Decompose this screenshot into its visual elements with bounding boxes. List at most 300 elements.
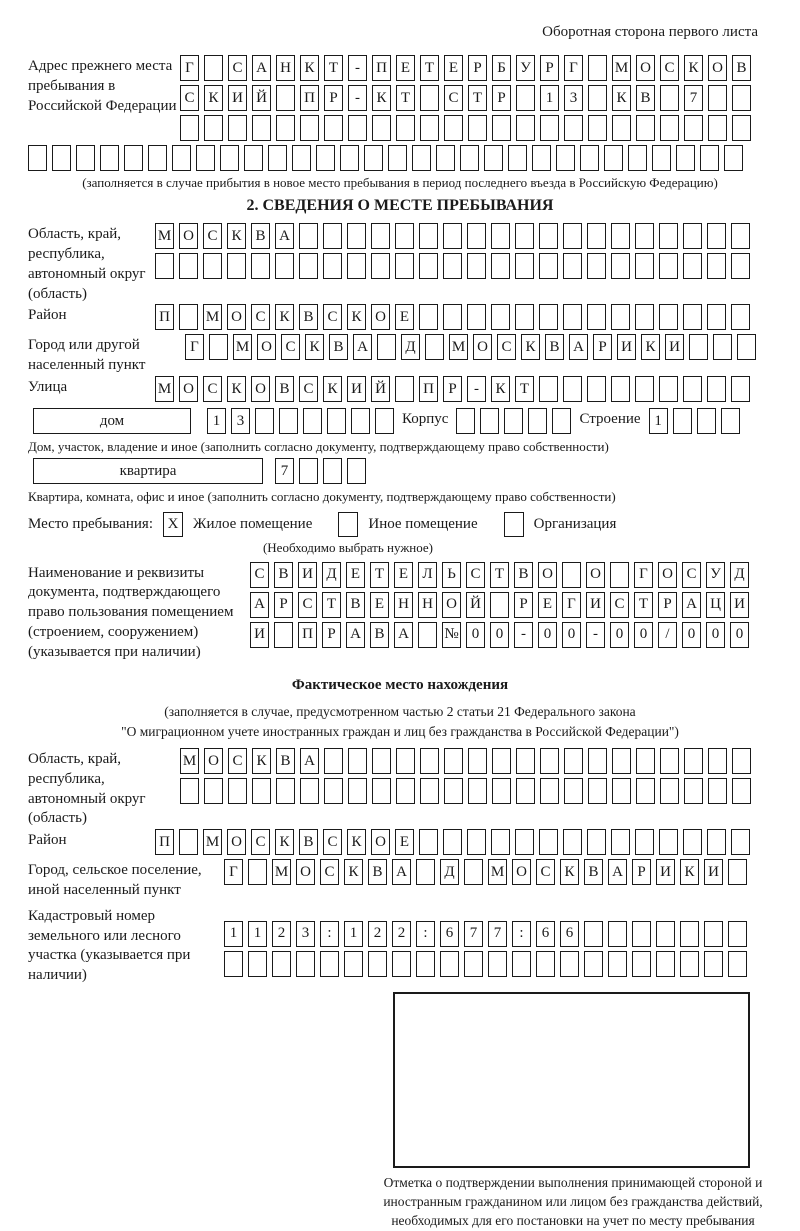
char-cell[interactable] <box>652 145 671 171</box>
char-cell[interactable] <box>467 304 486 330</box>
char-cell[interactable] <box>564 115 583 141</box>
char-cell[interactable] <box>395 223 414 249</box>
char-cell[interactable]: С <box>281 334 300 360</box>
char-cell[interactable] <box>76 145 95 171</box>
char-cell[interactable] <box>564 778 583 804</box>
char-cell[interactable] <box>540 778 559 804</box>
char-cell[interactable] <box>204 778 223 804</box>
char-cell[interactable] <box>224 951 243 977</box>
char-cell[interactable]: Б <box>492 55 511 81</box>
char-cell[interactable] <box>732 778 751 804</box>
char-cell[interactable] <box>372 778 391 804</box>
kvartira-type-box[interactable]: квартира <box>33 458 263 484</box>
char-cell[interactable]: О <box>636 55 655 81</box>
char-cell[interactable] <box>491 223 510 249</box>
char-cell[interactable]: Р <box>322 622 341 648</box>
char-cell[interactable] <box>660 748 679 774</box>
char-cell[interactable] <box>274 622 293 648</box>
char-cell[interactable]: А <box>353 334 372 360</box>
char-cell[interactable]: / <box>658 622 677 648</box>
char-cell[interactable] <box>611 376 630 402</box>
char-cell[interactable]: Р <box>492 85 511 111</box>
char-cell[interactable] <box>660 85 679 111</box>
char-cell[interactable]: Т <box>322 592 341 618</box>
char-cell[interactable] <box>196 145 215 171</box>
char-cell[interactable] <box>320 951 339 977</box>
char-cell[interactable]: Д <box>730 562 749 588</box>
char-cell[interactable]: Е <box>396 55 415 81</box>
char-cell[interactable]: Г <box>562 592 581 618</box>
char-cell[interactable] <box>731 304 750 330</box>
char-cell[interactable]: К <box>347 829 366 855</box>
char-cell[interactable]: Т <box>515 376 534 402</box>
char-cell[interactable] <box>300 778 319 804</box>
char-cell[interactable] <box>515 304 534 330</box>
char-cell[interactable] <box>419 829 438 855</box>
char-cell[interactable] <box>209 334 228 360</box>
char-cell[interactable] <box>272 951 291 977</box>
char-cell[interactable]: И <box>347 376 366 402</box>
char-cell[interactable]: У <box>706 562 725 588</box>
char-cell[interactable] <box>372 748 391 774</box>
char-cell[interactable]: Г <box>634 562 653 588</box>
char-cell[interactable] <box>587 253 606 279</box>
char-cell[interactable] <box>155 253 174 279</box>
char-cell[interactable]: И <box>730 592 749 618</box>
char-cell[interactable] <box>562 562 581 588</box>
char-cell[interactable] <box>395 376 414 402</box>
char-cell[interactable] <box>419 223 438 249</box>
char-cell[interactable]: 1 <box>248 921 267 947</box>
char-cell[interactable] <box>683 829 702 855</box>
char-cell[interactable]: К <box>275 304 294 330</box>
char-cell[interactable] <box>707 253 726 279</box>
char-cell[interactable]: А <box>394 622 413 648</box>
char-cell[interactable] <box>467 253 486 279</box>
char-cell[interactable]: Г <box>564 55 583 81</box>
char-cell[interactable] <box>708 85 727 111</box>
char-cell[interactable] <box>492 778 511 804</box>
char-cell[interactable]: Н <box>394 592 413 618</box>
char-cell[interactable] <box>683 304 702 330</box>
char-cell[interactable] <box>440 951 459 977</box>
char-cell[interactable] <box>516 85 535 111</box>
char-cell[interactable]: С <box>497 334 516 360</box>
char-cell[interactable] <box>539 253 558 279</box>
char-cell[interactable]: 0 <box>706 622 725 648</box>
char-cell[interactable] <box>368 951 387 977</box>
char-cell[interactable] <box>683 253 702 279</box>
char-cell[interactable] <box>539 376 558 402</box>
char-cell[interactable] <box>659 223 678 249</box>
char-cell[interactable] <box>443 223 462 249</box>
char-cell[interactable] <box>488 951 507 977</box>
char-cell[interactable]: В <box>732 55 751 81</box>
char-cell[interactable]: : <box>416 921 435 947</box>
char-cell[interactable] <box>563 304 582 330</box>
char-cell[interactable]: В <box>275 376 294 402</box>
char-cell[interactable]: К <box>521 334 540 360</box>
char-cell[interactable] <box>683 376 702 402</box>
char-cell[interactable] <box>228 115 247 141</box>
char-cell[interactable]: О <box>442 592 461 618</box>
char-cell[interactable] <box>420 115 439 141</box>
char-cell[interactable]: М <box>272 859 291 885</box>
char-cell[interactable]: Р <box>540 55 559 81</box>
char-cell[interactable] <box>732 748 751 774</box>
char-cell[interactable] <box>724 145 743 171</box>
char-cell[interactable] <box>515 829 534 855</box>
char-cell[interactable] <box>635 223 654 249</box>
char-cell[interactable] <box>632 951 651 977</box>
char-cell[interactable]: Т <box>324 55 343 81</box>
char-cell[interactable]: С <box>228 748 247 774</box>
char-cell[interactable] <box>683 223 702 249</box>
char-cell[interactable]: 6 <box>536 921 555 947</box>
char-cell[interactable]: А <box>300 748 319 774</box>
char-cell[interactable]: - <box>586 622 605 648</box>
char-cell[interactable]: О <box>179 376 198 402</box>
char-cell[interactable] <box>659 376 678 402</box>
char-cell[interactable] <box>316 145 335 171</box>
char-cell[interactable]: Р <box>443 376 462 402</box>
char-cell[interactable] <box>252 778 271 804</box>
char-cell[interactable] <box>180 115 199 141</box>
char-cell[interactable] <box>731 829 750 855</box>
char-cell[interactable] <box>436 145 455 171</box>
char-cell[interactable]: Т <box>420 55 439 81</box>
char-cell[interactable] <box>532 145 551 171</box>
char-cell[interactable] <box>659 304 678 330</box>
char-cell[interactable] <box>418 622 437 648</box>
char-cell[interactable] <box>564 748 583 774</box>
char-cell[interactable] <box>371 223 390 249</box>
char-cell[interactable] <box>172 145 191 171</box>
char-cell[interactable] <box>713 334 732 360</box>
char-cell[interactable]: В <box>299 829 318 855</box>
char-cell[interactable] <box>248 951 267 977</box>
char-cell[interactable] <box>728 859 747 885</box>
char-cell[interactable] <box>659 829 678 855</box>
char-cell[interactable]: Т <box>490 562 509 588</box>
char-cell[interactable]: С <box>320 859 339 885</box>
char-cell[interactable]: : <box>512 921 531 947</box>
char-cell[interactable] <box>323 253 342 279</box>
char-cell[interactable]: С <box>444 85 463 111</box>
char-cell[interactable] <box>504 408 523 434</box>
char-cell[interactable] <box>279 408 298 434</box>
char-cell[interactable]: С <box>203 223 222 249</box>
char-cell[interactable]: И <box>298 562 317 588</box>
char-cell[interactable] <box>539 223 558 249</box>
char-cell[interactable] <box>540 748 559 774</box>
char-cell[interactable] <box>721 408 740 434</box>
char-cell[interactable] <box>203 253 222 279</box>
char-cell[interactable] <box>508 145 527 171</box>
char-cell[interactable]: Ь <box>442 562 461 588</box>
char-cell[interactable] <box>728 921 747 947</box>
char-cell[interactable]: Г <box>185 334 204 360</box>
char-cell[interactable] <box>612 778 631 804</box>
char-cell[interactable]: Г <box>180 55 199 81</box>
char-cell[interactable]: М <box>155 376 174 402</box>
char-cell[interactable] <box>689 334 708 360</box>
char-cell[interactable]: Р <box>468 55 487 81</box>
char-cell[interactable] <box>420 85 439 111</box>
char-cell[interactable]: Е <box>346 562 365 588</box>
char-cell[interactable]: 7 <box>275 458 294 484</box>
char-cell[interactable] <box>425 334 444 360</box>
char-cell[interactable] <box>180 778 199 804</box>
char-cell[interactable] <box>348 115 367 141</box>
char-cell[interactable] <box>456 408 475 434</box>
char-cell[interactable]: В <box>370 622 389 648</box>
char-cell[interactable]: 0 <box>466 622 485 648</box>
char-cell[interactable] <box>656 951 675 977</box>
char-cell[interactable]: - <box>348 85 367 111</box>
char-cell[interactable]: В <box>636 85 655 111</box>
checkbox-zhiloe-pomeshchenie[interactable]: X <box>163 512 183 537</box>
char-cell[interactable]: - <box>348 55 367 81</box>
char-cell[interactable]: 0 <box>730 622 749 648</box>
char-cell[interactable] <box>660 778 679 804</box>
char-cell[interactable] <box>324 748 343 774</box>
char-cell[interactable] <box>588 748 607 774</box>
char-cell[interactable]: О <box>179 223 198 249</box>
char-cell[interactable]: М <box>203 304 222 330</box>
char-cell[interactable]: 7 <box>684 85 703 111</box>
char-cell[interactable]: К <box>227 223 246 249</box>
char-cell[interactable] <box>680 921 699 947</box>
char-cell[interactable]: О <box>204 748 223 774</box>
char-cell[interactable]: О <box>473 334 492 360</box>
char-cell[interactable]: 0 <box>490 622 509 648</box>
char-cell[interactable]: Й <box>466 592 485 618</box>
char-cell[interactable] <box>731 376 750 402</box>
char-cell[interactable]: 1 <box>207 408 226 434</box>
char-cell[interactable] <box>468 115 487 141</box>
char-cell[interactable]: - <box>514 622 533 648</box>
char-cell[interactable] <box>611 829 630 855</box>
char-cell[interactable] <box>340 145 359 171</box>
char-cell[interactable] <box>560 951 579 977</box>
char-cell[interactable]: В <box>368 859 387 885</box>
char-cell[interactable] <box>275 253 294 279</box>
char-cell[interactable] <box>515 223 534 249</box>
char-cell[interactable]: М <box>233 334 252 360</box>
char-cell[interactable]: Й <box>252 85 271 111</box>
char-cell[interactable] <box>611 304 630 330</box>
char-cell[interactable]: 1 <box>649 408 668 434</box>
char-cell[interactable]: К <box>612 85 631 111</box>
char-cell[interactable] <box>347 253 366 279</box>
char-cell[interactable]: П <box>300 85 319 111</box>
char-cell[interactable] <box>323 458 342 484</box>
char-cell[interactable]: К <box>680 859 699 885</box>
char-cell[interactable] <box>299 458 318 484</box>
char-cell[interactable] <box>552 408 571 434</box>
char-cell[interactable] <box>324 115 343 141</box>
char-cell[interactable] <box>124 145 143 171</box>
char-cell[interactable]: Е <box>395 304 414 330</box>
char-cell[interactable]: С <box>299 376 318 402</box>
char-cell[interactable] <box>419 304 438 330</box>
char-cell[interactable]: В <box>276 748 295 774</box>
char-cell[interactable]: Н <box>276 55 295 81</box>
char-cell[interactable] <box>344 951 363 977</box>
char-cell[interactable] <box>276 778 295 804</box>
char-cell[interactable] <box>660 115 679 141</box>
char-cell[interactable] <box>673 408 692 434</box>
char-cell[interactable] <box>732 85 751 111</box>
char-cell[interactable]: 3 <box>231 408 250 434</box>
char-cell[interactable] <box>588 115 607 141</box>
char-cell[interactable] <box>563 376 582 402</box>
char-cell[interactable] <box>300 115 319 141</box>
char-cell[interactable] <box>656 921 675 947</box>
char-cell[interactable]: О <box>296 859 315 885</box>
char-cell[interactable]: № <box>442 622 461 648</box>
char-cell[interactable]: С <box>660 55 679 81</box>
char-cell[interactable] <box>364 145 383 171</box>
char-cell[interactable]: О <box>538 562 557 588</box>
char-cell[interactable] <box>516 778 535 804</box>
char-cell[interactable] <box>324 778 343 804</box>
char-cell[interactable] <box>468 778 487 804</box>
char-cell[interactable] <box>276 115 295 141</box>
char-cell[interactable] <box>707 304 726 330</box>
char-cell[interactable]: Р <box>274 592 293 618</box>
char-cell[interactable] <box>179 253 198 279</box>
char-cell[interactable] <box>635 304 654 330</box>
char-cell[interactable]: 7 <box>464 921 483 947</box>
char-cell[interactable]: С <box>250 562 269 588</box>
char-cell[interactable]: С <box>180 85 199 111</box>
char-cell[interactable] <box>608 951 627 977</box>
char-cell[interactable] <box>610 562 629 588</box>
char-cell[interactable]: М <box>449 334 468 360</box>
char-cell[interactable] <box>515 253 534 279</box>
char-cell[interactable]: М <box>155 223 174 249</box>
char-cell[interactable]: О <box>586 562 605 588</box>
char-cell[interactable]: И <box>250 622 269 648</box>
char-cell[interactable] <box>611 223 630 249</box>
char-cell[interactable]: А <box>392 859 411 885</box>
char-cell[interactable] <box>179 304 198 330</box>
char-cell[interactable] <box>28 145 47 171</box>
char-cell[interactable] <box>604 145 623 171</box>
checkbox-organizatsiya[interactable] <box>504 512 524 537</box>
char-cell[interactable] <box>255 408 274 434</box>
char-cell[interactable]: Р <box>324 85 343 111</box>
char-cell[interactable] <box>707 376 726 402</box>
char-cell[interactable]: У <box>516 55 535 81</box>
char-cell[interactable]: Т <box>468 85 487 111</box>
char-cell[interactable]: 1 <box>224 921 243 947</box>
char-cell[interactable]: 6 <box>440 921 459 947</box>
char-cell[interactable]: Р <box>658 592 677 618</box>
char-cell[interactable]: А <box>608 859 627 885</box>
char-cell[interactable]: К <box>684 55 703 81</box>
char-cell[interactable] <box>396 778 415 804</box>
char-cell[interactable] <box>327 408 346 434</box>
char-cell[interactable] <box>303 408 322 434</box>
char-cell[interactable] <box>563 223 582 249</box>
char-cell[interactable] <box>467 223 486 249</box>
char-cell[interactable] <box>587 376 606 402</box>
char-cell[interactable]: Д <box>440 859 459 885</box>
char-cell[interactable]: О <box>227 304 246 330</box>
char-cell[interactable]: О <box>658 562 677 588</box>
char-cell[interactable]: И <box>228 85 247 111</box>
char-cell[interactable] <box>419 253 438 279</box>
char-cell[interactable]: Й <box>371 376 390 402</box>
char-cell[interactable]: М <box>488 859 507 885</box>
char-cell[interactable] <box>539 304 558 330</box>
char-cell[interactable] <box>587 829 606 855</box>
char-cell[interactable] <box>697 408 716 434</box>
char-cell[interactable] <box>708 748 727 774</box>
char-cell[interactable]: И <box>586 592 605 618</box>
char-cell[interactable] <box>612 748 631 774</box>
char-cell[interactable] <box>420 778 439 804</box>
char-cell[interactable] <box>460 145 479 171</box>
char-cell[interactable]: Н <box>418 592 437 618</box>
char-cell[interactable] <box>556 145 575 171</box>
char-cell[interactable] <box>728 951 747 977</box>
char-cell[interactable] <box>348 778 367 804</box>
char-cell[interactable] <box>492 748 511 774</box>
char-cell[interactable]: О <box>512 859 531 885</box>
char-cell[interactable]: С <box>203 376 222 402</box>
char-cell[interactable] <box>732 115 751 141</box>
char-cell[interactable] <box>704 951 723 977</box>
char-cell[interactable] <box>731 223 750 249</box>
char-cell[interactable] <box>490 592 509 618</box>
char-cell[interactable] <box>611 253 630 279</box>
char-cell[interactable]: 0 <box>682 622 701 648</box>
char-cell[interactable]: Т <box>634 592 653 618</box>
char-cell[interactable]: Е <box>538 592 557 618</box>
char-cell[interactable]: О <box>257 334 276 360</box>
char-cell[interactable] <box>395 253 414 279</box>
char-cell[interactable]: А <box>275 223 294 249</box>
char-cell[interactable] <box>635 829 654 855</box>
char-cell[interactable]: Д <box>322 562 341 588</box>
char-cell[interactable] <box>251 253 270 279</box>
char-cell[interactable] <box>296 951 315 977</box>
char-cell[interactable]: 0 <box>538 622 557 648</box>
char-cell[interactable] <box>444 115 463 141</box>
char-cell[interactable] <box>632 921 651 947</box>
char-cell[interactable] <box>443 253 462 279</box>
char-cell[interactable] <box>588 778 607 804</box>
char-cell[interactable] <box>608 921 627 947</box>
char-cell[interactable] <box>737 334 756 360</box>
char-cell[interactable]: С <box>298 592 317 618</box>
char-cell[interactable] <box>704 921 723 947</box>
char-cell[interactable] <box>628 145 647 171</box>
char-cell[interactable]: Е <box>444 55 463 81</box>
char-cell[interactable] <box>731 253 750 279</box>
char-cell[interactable] <box>528 408 547 434</box>
char-cell[interactable]: И <box>617 334 636 360</box>
char-cell[interactable] <box>347 223 366 249</box>
char-cell[interactable]: Е <box>394 562 413 588</box>
char-cell[interactable]: С <box>536 859 555 885</box>
char-cell[interactable] <box>512 951 531 977</box>
char-cell[interactable]: И <box>704 859 723 885</box>
